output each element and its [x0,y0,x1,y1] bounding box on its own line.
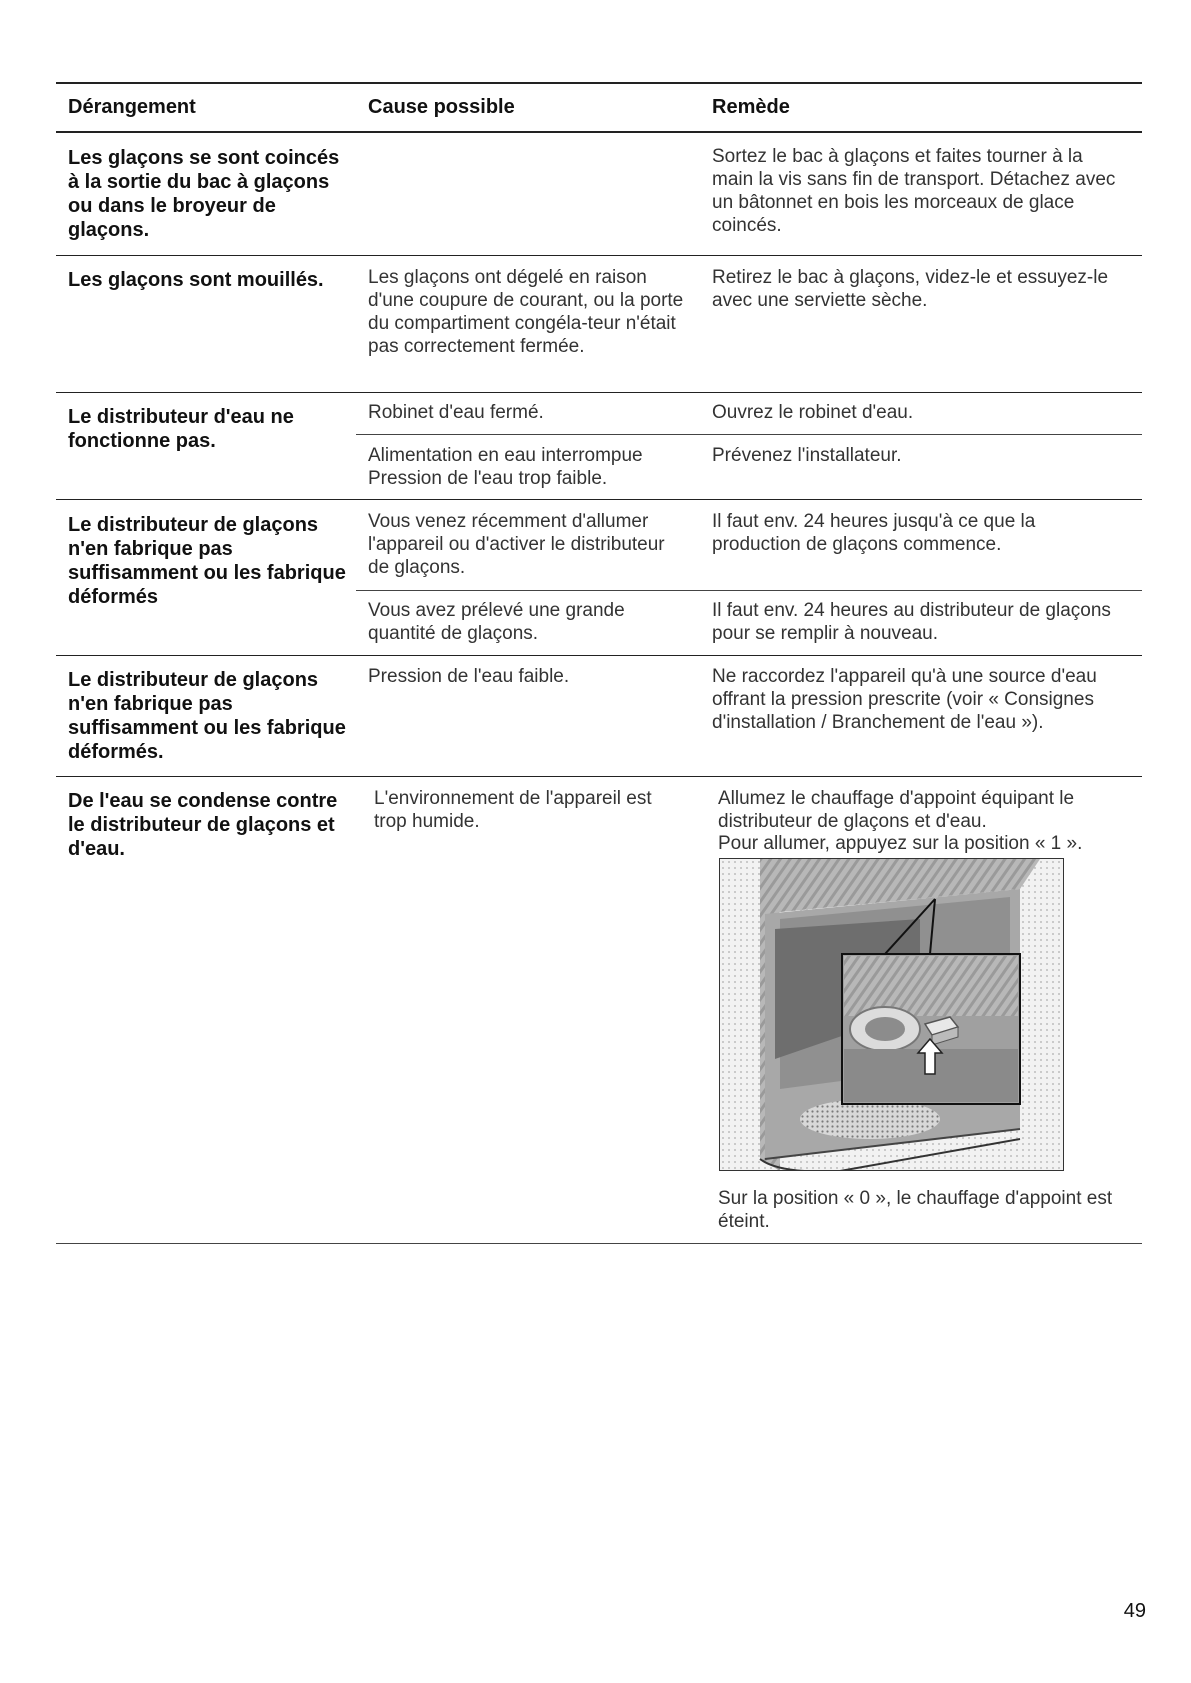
header-remede: Remède [712,96,790,118]
page-number: 49 [1123,1600,1146,1622]
table-header [56,82,1142,133]
troubleshooting-page [56,0,1142,1683]
sub-row-divider [356,434,1142,435]
remedy-text: Il faut env. 24 heures jusqu'à ce que la production de glaçons commence. [712,511,1036,555]
remedy-text: Prévenez l'installateur. [712,445,902,466]
remedy-text: Retirez le bac à glaçons, videz-le et essuyez-le avec une serviette sèche. [712,267,1109,311]
problem-text: Le distributeur d'eau ne fonctionne pas. [68,406,294,452]
problem-text: Le distributeur de glaçons n'en fabrique pas suffisamment ou les fabrique déformés. [68,669,346,763]
table-bottom-rule [56,1243,1142,1244]
row-divider [56,499,1142,500]
remedy-text: Il faut env. 24 heures au distributeur de glaçons pour se remplir à nouveau. [712,600,1111,644]
row-divider [56,392,1142,393]
header-derangement: Dérangement [68,96,196,118]
cause-text: Pression de l'eau faible. [368,666,570,687]
row-divider [56,776,1142,777]
cause-text: Alimentation en eau interrompue Pression de l'eau trop faible. [368,445,643,489]
header-cause: Cause possible [368,96,515,118]
problem-text: Les glaçons se sont coincés à la sortie du bac à glaçons ou dans le broyeur de glaçons. [68,147,340,241]
cause-text: Les glaçons ont dégelé en raison d'une coupure de courant, ou la porte du compartiment congéla-teur n'était pas correctement fermée. [368,267,684,357]
problem-text: Les glaçons sont mouillés. [68,269,324,291]
remedy-text: Allumez le chauffage d'appoint équipant le distributeur de glaçons et d'eau. [718,788,1075,832]
row-divider [56,255,1142,256]
cause-text: Vous venez récemment d'allumer l'appareil ou d'activer le distributeur de glaçons. [368,511,665,578]
problem-text: Le distributeur de glaçons n'en fabrique pas suffisamment ou les fabrique déformés [68,514,346,608]
problem-text: De l'eau se condense contre le distributeur de glaçons et d'eau. [68,790,338,860]
cause-text: Robinet d'eau fermé. [368,402,544,423]
sub-row-divider [356,590,1142,591]
remedy-text: Sur la position « 0 », le chauffage d'appoint est éteint. [718,1188,1113,1232]
remedy-text: Ne raccordez l'appareil qu'à une source d'eau offrant la pression prescrite (voir « Consignes d'installation / Branchement de l'eau »). [712,666,1097,733]
cause-text: Vous avez prélevé une grande quantité de glaçons. [368,600,625,644]
remedy-text: Sortez le bac à glaçons et faites tourner à la main la vis sans fin de transport. Détachez avec un bâtonnet en bois les morceaux de glace coincés. [712,146,1116,236]
heater-switch-illustration-icon [719,858,1064,1171]
cause-text: L'environnement de l'appareil est trop humide. [374,788,652,832]
remedy-text: Pour allumer, appuyez sur la position « 1 ». [718,833,1083,854]
remedy-text: Ouvrez le robinet d'eau. [712,402,914,423]
row-divider [56,655,1142,656]
